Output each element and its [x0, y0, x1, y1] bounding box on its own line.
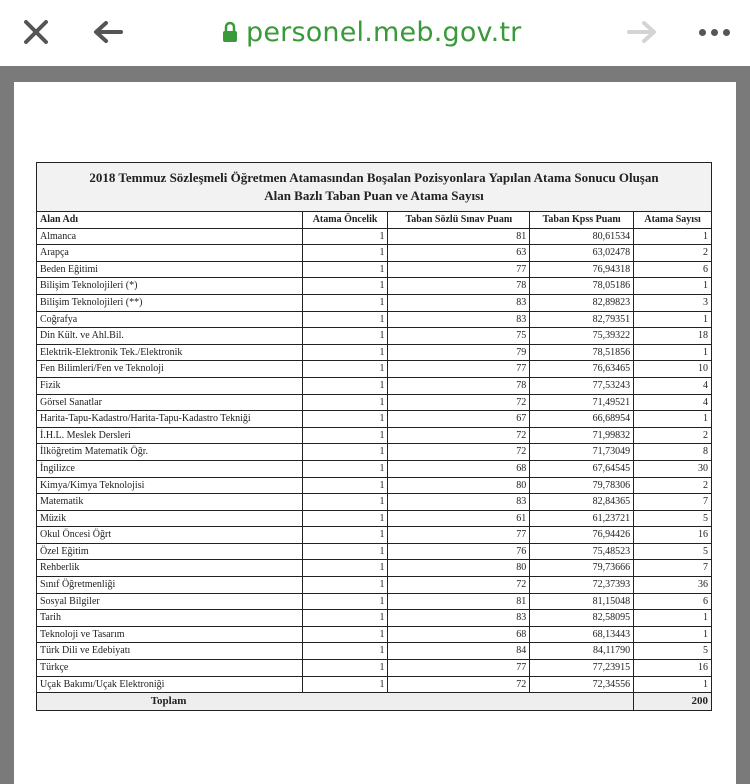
cell-taban-kpss: 77,23915 [530, 660, 634, 677]
cell-atama-oncelik: 1 [302, 278, 388, 295]
cell-taban-sozlu: 83 [388, 494, 530, 511]
table-row [37, 477, 712, 494]
cell-atama-oncelik: 1 [302, 294, 388, 311]
url-text: personel.meb.gov.tr [246, 16, 522, 48]
cell-taban-sozlu: 83 [388, 294, 530, 311]
cell-taban-kpss: 79,73666 [530, 560, 634, 577]
cell-taban-sozlu: 72 [388, 444, 530, 461]
cell-atama-sayisi: 1 [634, 228, 712, 245]
cell-taban-sozlu: 61 [388, 510, 530, 527]
cell-taban-sozlu: 78 [388, 377, 530, 394]
cell-taban-kpss: 71,73049 [530, 444, 634, 461]
cell-atama-oncelik: 1 [302, 643, 388, 660]
cell-taban-kpss: 78,05186 [530, 278, 634, 295]
table-row [37, 377, 712, 394]
cell-atama-sayisi: 3 [634, 294, 712, 311]
table-title [37, 163, 712, 212]
cell-taban-kpss: 61,23721 [530, 510, 634, 527]
cell-atama-sayisi: 5 [634, 510, 712, 527]
cell-alan-adi: Özel Eğitim [37, 543, 303, 560]
cell-alan-adi: Beden Eğitimi [37, 261, 303, 278]
cell-atama-oncelik: 1 [302, 610, 388, 627]
table-row [37, 643, 712, 660]
cell-alan-adi: Teknoloji ve Tasarım [37, 626, 303, 643]
cell-atama-oncelik: 1 [302, 394, 388, 411]
back-arrow-icon [92, 20, 124, 44]
cell-taban-sozlu: 77 [388, 660, 530, 677]
cell-atama-oncelik: 1 [302, 377, 388, 394]
cell-taban-kpss: 72,34556 [530, 676, 634, 693]
cell-taban-kpss: 72,37393 [530, 577, 634, 594]
cell-atama-sayisi: 16 [634, 660, 712, 677]
table-row [37, 494, 712, 511]
cell-taban-sozlu: 78 [388, 278, 530, 295]
cell-taban-kpss: 67,64545 [530, 460, 634, 477]
cell-atama-oncelik: 1 [302, 444, 388, 461]
cell-atama-oncelik: 1 [302, 460, 388, 477]
lock-icon [222, 21, 238, 43]
cell-atama-sayisi: 7 [634, 494, 712, 511]
cell-taban-sozlu: 84 [388, 643, 530, 660]
cell-taban-kpss: 68,13443 [530, 626, 634, 643]
cell-alan-adi: Bilişim Teknolojileri (*) [37, 278, 303, 295]
cell-atama-sayisi: 36 [634, 577, 712, 594]
cell-atama-oncelik: 1 [302, 527, 388, 544]
cell-taban-sozlu: 75 [388, 328, 530, 345]
cell-atama-oncelik: 1 [302, 494, 388, 511]
cell-taban-sozlu: 77 [388, 361, 530, 378]
cell-atama-sayisi: 1 [634, 626, 712, 643]
cell-taban-kpss: 71,49521 [530, 394, 634, 411]
cell-taban-kpss: 82,79351 [530, 311, 634, 328]
table-row [37, 427, 712, 444]
cell-atama-oncelik: 1 [302, 660, 388, 677]
cell-atama-oncelik: 1 [302, 477, 388, 494]
results-table [36, 162, 712, 711]
table-row [37, 411, 712, 428]
cell-atama-sayisi: 1 [634, 676, 712, 693]
cell-atama-oncelik: 1 [302, 261, 388, 278]
cell-taban-sozlu: 77 [388, 261, 530, 278]
table-row [37, 344, 712, 361]
cell-atama-sayisi: 6 [634, 593, 712, 610]
cell-taban-kpss: 75,48523 [530, 543, 634, 560]
cell-alan-adi: Sosyal Bilgiler [37, 593, 303, 610]
cell-taban-kpss: 66,68954 [530, 411, 634, 428]
cell-atama-oncelik: 1 [302, 361, 388, 378]
cell-taban-sozlu: 72 [388, 394, 530, 411]
title-line-1: 2018 Temmuz Sözleşmeli Öğretmen Atamasından Boşalan Pozisyonlara Yapılan Atama Sonucu Oluşan [89, 170, 659, 185]
cell-alan-adi: Görsel Sanatlar [37, 394, 303, 411]
cell-atama-oncelik: 1 [302, 228, 388, 245]
table-row [37, 245, 712, 262]
close-button[interactable] [18, 14, 54, 50]
header-row [37, 212, 712, 229]
table-row [37, 560, 712, 577]
more-dot [723, 29, 730, 36]
cell-atama-sayisi: 7 [634, 560, 712, 577]
total-label-cell [37, 693, 634, 711]
cell-alan-adi: Rehberlik [37, 560, 303, 577]
cell-alan-adi: İngilizce [37, 460, 303, 477]
cell-taban-kpss: 81,15048 [530, 593, 634, 610]
cell-atama-oncelik: 1 [302, 328, 388, 345]
cell-atama-sayisi: 30 [634, 460, 712, 477]
table-row [37, 676, 712, 693]
cell-taban-kpss: 82,84365 [530, 494, 634, 511]
table-row [37, 394, 712, 411]
cell-taban-kpss: 82,89823 [530, 294, 634, 311]
cell-taban-sozlu: 80 [388, 477, 530, 494]
more-dots-icon [699, 29, 706, 36]
table-row [37, 261, 712, 278]
cell-alan-adi: Coğrafya [37, 311, 303, 328]
cell-atama-sayisi: 16 [634, 527, 712, 544]
cell-taban-sozlu: 81 [388, 228, 530, 245]
col-taban-kpss: Taban Kpss Puanı [530, 212, 634, 229]
cell-taban-kpss: 76,63465 [530, 361, 634, 378]
cell-atama-sayisi: 18 [634, 328, 712, 345]
total-row [37, 693, 712, 711]
pdf-page [14, 82, 736, 784]
forward-button[interactable] [622, 14, 662, 50]
cell-alan-adi: İ.H.L. Meslek Dersleri [37, 427, 303, 444]
cell-taban-kpss: 71,99832 [530, 427, 634, 444]
cell-taban-kpss: 80,61534 [530, 228, 634, 245]
cell-alan-adi: Arapça [37, 245, 303, 262]
cell-alan-adi: Kimya/Kimya Teknolojisi [37, 477, 303, 494]
cell-taban-kpss: 78,51856 [530, 344, 634, 361]
cell-alan-adi: Türk Dili ve Edebiyatı [37, 643, 303, 660]
cell-alan-adi: Okul Öncesi Öğrt [37, 527, 303, 544]
cell-taban-sozlu: 72 [388, 676, 530, 693]
cell-alan-adi: Müzik [37, 510, 303, 527]
cell-atama-sayisi: 1 [634, 344, 712, 361]
cell-alan-adi: Harita-Tapu-Kadastro/Harita-Tapu-Kadastro Tekniği [37, 411, 303, 428]
cell-taban-sozlu: 68 [388, 460, 530, 477]
cell-atama-sayisi: 6 [634, 261, 712, 278]
more-button[interactable] [690, 14, 738, 50]
cell-alan-adi: Bilişim Teknolojileri (**) [37, 294, 303, 311]
pdf-viewer[interactable] [0, 66, 750, 784]
close-icon [22, 18, 50, 46]
cell-atama-oncelik: 1 [302, 577, 388, 594]
cell-atama-oncelik: 1 [302, 245, 388, 262]
cell-taban-sozlu: 68 [388, 626, 530, 643]
cell-taban-sozlu: 76 [388, 543, 530, 560]
cell-alan-adi: Tarih [37, 610, 303, 627]
cell-taban-sozlu: 72 [388, 577, 530, 594]
cell-atama-oncelik: 1 [302, 626, 388, 643]
cell-taban-kpss: 75,39322 [530, 328, 634, 345]
table-row [37, 593, 712, 610]
cell-alan-adi: Uçak Bakımı/Uçak Elektroniği [37, 676, 303, 693]
cell-taban-kpss: 76,94426 [530, 527, 634, 544]
col-alan-adi: Alan Adı [37, 212, 303, 229]
cell-alan-adi: Matematik [37, 494, 303, 511]
cell-atama-sayisi: 1 [634, 311, 712, 328]
cell-atama-sayisi: 1 [634, 610, 712, 627]
cell-atama-oncelik: 1 [302, 560, 388, 577]
cell-atama-sayisi: 4 [634, 394, 712, 411]
forward-arrow-icon [626, 20, 658, 44]
table-row [37, 577, 712, 594]
cell-taban-sozlu: 81 [388, 593, 530, 610]
cell-taban-kpss: 82,58095 [530, 610, 634, 627]
cell-atama-oncelik: 1 [302, 593, 388, 610]
cell-atama-sayisi: 2 [634, 245, 712, 262]
cell-taban-sozlu: 67 [388, 411, 530, 428]
cell-taban-kpss: 84,11790 [530, 643, 634, 660]
cell-taban-sozlu: 83 [388, 610, 530, 627]
table-row [37, 278, 712, 295]
table-row [37, 294, 712, 311]
title-line-2: Alan Bazlı Taban Puan ve Atama Sayısı [264, 188, 484, 203]
cell-taban-sozlu: 63 [388, 245, 530, 262]
cell-alan-adi: İlköğretim Matematik Öğr. [37, 444, 303, 461]
cell-alan-adi: Fizik [37, 377, 303, 394]
cell-alan-adi: Din Kült. ve Ahl.Bil. [37, 328, 303, 345]
col-atama-oncelik: Atama Öncelik [302, 212, 388, 229]
cell-taban-kpss: 79,78306 [530, 477, 634, 494]
cell-atama-oncelik: 1 [302, 427, 388, 444]
cell-atama-oncelik: 1 [302, 344, 388, 361]
cell-atama-sayisi: 5 [634, 543, 712, 560]
cell-taban-kpss: 63,02478 [530, 245, 634, 262]
address-bar[interactable] [222, 12, 522, 52]
cell-taban-sozlu: 80 [388, 560, 530, 577]
back-button[interactable] [88, 14, 128, 50]
cell-atama-sayisi: 4 [634, 377, 712, 394]
cell-taban-sozlu: 77 [388, 527, 530, 544]
cell-atama-oncelik: 1 [302, 510, 388, 527]
cell-taban-kpss: 77,53243 [530, 377, 634, 394]
cell-atama-sayisi: 1 [634, 411, 712, 428]
browser-toolbar [0, 0, 750, 66]
table-row [37, 328, 712, 345]
cell-alan-adi: Fen Bilimleri/Fen ve Teknoloji [37, 361, 303, 378]
cell-taban-sozlu: 72 [388, 427, 530, 444]
more-dot [711, 29, 718, 36]
table-row [37, 660, 712, 677]
cell-taban-sozlu: 79 [388, 344, 530, 361]
cell-atama-sayisi: 2 [634, 477, 712, 494]
col-taban-sozlu: Taban Sözlü Sınav Puanı [388, 212, 530, 229]
cell-atama-oncelik: 1 [302, 311, 388, 328]
cell-alan-adi: Sınıf Öğretmenliği [37, 577, 303, 594]
cell-atama-sayisi: 8 [634, 444, 712, 461]
table-row [37, 610, 712, 627]
col-atama-sayisi: Atama Sayısı [634, 212, 712, 229]
cell-taban-sozlu: 83 [388, 311, 530, 328]
cell-atama-sayisi: 5 [634, 643, 712, 660]
cell-alan-adi: Türkçe [37, 660, 303, 677]
table-row [37, 510, 712, 527]
cell-atama-sayisi: 2 [634, 427, 712, 444]
total-value: 200 [634, 693, 712, 711]
table-row [37, 527, 712, 544]
table-row [37, 543, 712, 560]
cell-atama-sayisi: 1 [634, 278, 712, 295]
table-row [37, 444, 712, 461]
cell-atama-oncelik: 1 [302, 543, 388, 560]
cell-atama-oncelik: 1 [302, 676, 388, 693]
cell-atama-sayisi: 10 [634, 361, 712, 378]
table-row [37, 228, 712, 245]
cell-taban-kpss: 76,94318 [530, 261, 634, 278]
table-row [37, 311, 712, 328]
cell-alan-adi: Elektrik-Elektronik Tek./Elektronik [37, 344, 303, 361]
cell-atama-oncelik: 1 [302, 411, 388, 428]
table-row [37, 361, 712, 378]
table-row [37, 460, 712, 477]
cell-alan-adi: Almanca [37, 228, 303, 245]
table-row [37, 626, 712, 643]
total-label: Toplam [150, 694, 187, 707]
